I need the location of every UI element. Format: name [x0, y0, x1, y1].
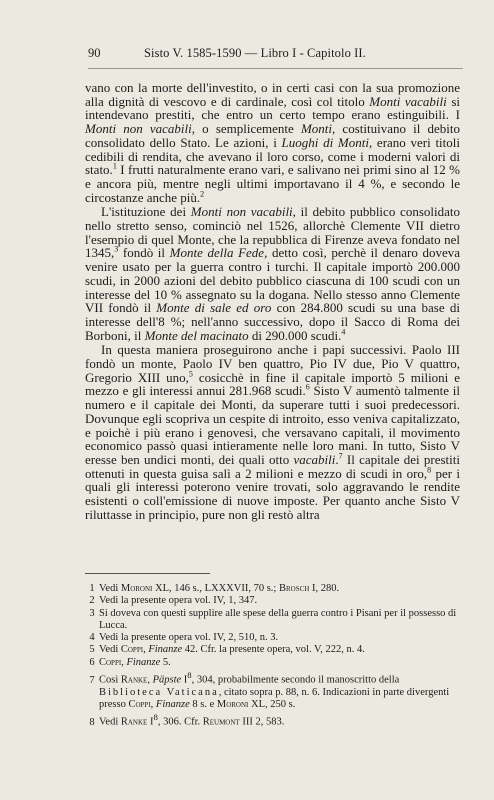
italic-term: Monti vacabili	[369, 93, 447, 109]
footnote-ref[interactable]: 8	[427, 465, 432, 475]
text-run: Il capitale dei prestiti ottenuti in questa guisa salì a 2 milioni e mezzo di scudi in oro,	[85, 451, 461, 481]
italic-term: Monte di sale ed oro	[156, 300, 272, 316]
author-name: Coppi	[120, 644, 144, 656]
text-run: Vedi	[99, 716, 121, 728]
text-run: I	[181, 674, 188, 686]
italic-title: Päpste	[152, 674, 182, 686]
page-header	[88, 46, 406, 62]
text-run: III 2, 583.	[239, 716, 285, 728]
footnote-ref[interactable]: 7	[338, 451, 343, 461]
text-run: ,	[147, 674, 153, 686]
author-name: Reumont	[202, 716, 240, 728]
italic-term: vacabili	[293, 451, 336, 467]
author-name: Brosch	[278, 583, 310, 594]
text-run: per i quali gli interessi poterono venire trovati, solo aggravando le rendite esistenti o coll'emissione di nuove imposte. Per quanto anche Sisto V riluttasse in principio, pure non gli restò altra	[85, 465, 460, 522]
text-run: fondò il	[118, 245, 170, 261]
footnote-2	[85, 595, 460, 607]
main-text	[85, 81, 460, 522]
italic-term: Monti non vacabili	[190, 204, 293, 220]
author-name: Moroni	[120, 583, 153, 594]
footnotes	[85, 583, 460, 729]
italic-title: Finanze	[148, 644, 183, 656]
text-run: , 304, probabilmente secondo il manoscritto della	[191, 674, 400, 686]
footnote-number: 6	[89, 656, 95, 668]
text-run: ,	[143, 644, 149, 656]
text-run: , citato sopra p. 88, n. 6. Indicazioni in parte divergenti presso	[99, 686, 450, 711]
text-run: I frutti naturalmente erano vari, e salivano nei primi sino al 12 % e ancora più, mentre negli ultimi importavano il 4 %, e secondo le circostanze anche più.	[85, 162, 460, 205]
italic-term: Monte della Fede	[169, 245, 265, 261]
edition-superscript: 8	[153, 712, 158, 723]
author-name: Coppi	[99, 656, 122, 668]
text-run: Si doveva con questi supplire alle spese della guerra contro i Pisani per il possesso di Lucca.	[99, 607, 457, 631]
text-run: vano con la morte dell'investito, o in certi casi con la sua promozione alla dignità di vescovo e di cardinale, così col titolo	[85, 80, 460, 109]
text-run: , o semplicemente	[191, 121, 301, 137]
footnote-ref[interactable]: 3	[114, 245, 119, 255]
footnote-number: 5	[89, 644, 95, 656]
text-run: , detto così, perchè il denaro doveva venire usato per la guerra contro i turchi. Il capitale importò 200.000 scudi, in 2000 azioni del debito pubblico ciascuna di 100 scudi con un interesse del 10 % assegnato su la dogana. Nello stesso anno Clemente VII fondò il	[85, 245, 460, 316]
footnote-6	[85, 657, 460, 669]
text-run: , costituivano il debito consolidato dello Stato. Le azioni, i	[85, 121, 461, 150]
text-run: Vedi la presente opera vol. IV, 1, 347.	[99, 595, 258, 607]
running-title: Sisto V. 1585-1590 — Libro I - Capitolo II.	[144, 46, 366, 60]
footnote-number: 7	[89, 674, 95, 686]
text-run: Vedi	[99, 583, 121, 594]
text-run: ,	[150, 699, 156, 711]
text-run: .	[335, 451, 339, 467]
author-name: Ranke	[120, 716, 148, 728]
italic-term: Monte del macinato	[144, 327, 249, 343]
text-run: XL, 146 s., LXXXVII, 70 s.;	[152, 583, 279, 594]
footnote-number: 4	[89, 632, 95, 644]
text-run: I	[147, 716, 154, 728]
footnote-ref[interactable]: 2	[200, 189, 205, 199]
text-run: di 290.000 scudi.	[248, 327, 342, 343]
paragraph-2	[85, 205, 460, 342]
text-run: Vedi	[99, 644, 121, 656]
footnote-ref[interactable]: 6	[305, 383, 310, 393]
paragraph-3	[85, 343, 460, 521]
text-run: XL, 250 s.	[248, 699, 296, 711]
footnote-8	[85, 711, 460, 729]
text-run: 5.	[160, 656, 171, 668]
footnote-rule	[85, 573, 210, 574]
footnote-number: 8	[89, 716, 95, 728]
text-run: , erano veri titoli cedibili di rendita, che avevano il loro corso, come i moderni valori di stato.	[85, 134, 460, 178]
italic-title: Finanze	[126, 656, 161, 668]
text-run: Sisto V aumentò talmente il numero e il capitale dei Monti, da superare tutti i suoi predecessori. Dovunque egli scopriva un cespite di introito, esso veniva capitalizzato, e poichè i più erano i genovesi, che versavano capitali, il movimento economico passò quasi intieramente nelle loro mani. In tutto, Sisto V eresse ben undici monti, dei quali otto	[85, 383, 460, 467]
footnote-number: 2	[89, 595, 95, 607]
text-run: con 284.800 scudi su una base di interesse dell'8 %; nell'anno successivo, dopo il Sacco di Roma dei Borboni, il	[85, 300, 460, 343]
text-run: 8 s. e	[189, 699, 217, 711]
author-name: Coppi	[128, 699, 151, 711]
footnote-5	[85, 644, 460, 656]
paragraph-1	[85, 81, 460, 204]
page-number: 90	[88, 46, 101, 60]
text-run: I, 280.	[309, 583, 340, 594]
text-run: ,	[121, 656, 127, 668]
text-run: 42. Cfr. la presente opera, vol. V, 222, n. 4.	[182, 644, 365, 656]
text-run: si intendevano prestiti, che entro un certo tempo erano estinguibili. I	[85, 93, 461, 123]
text-run: cosicchè in fine il capitale importò 5 milioni e mezzo e gli interessi annui 281.968 scudi.	[85, 369, 460, 399]
text-run: Vedi la presente opera vol. IV, 2, 510, n. 3.	[99, 632, 279, 644]
footnote-3	[85, 608, 460, 633]
footnote-number: 3	[89, 607, 95, 619]
footnote-7	[85, 669, 460, 711]
footnote-ref[interactable]: 4	[341, 327, 346, 337]
footnote-ref[interactable]: 5	[188, 369, 193, 379]
footnote-ref[interactable]: 1	[112, 161, 117, 171]
footnote-1	[85, 583, 460, 595]
text-run: Così	[99, 674, 121, 686]
italic-term: Luoghi di Monti	[281, 134, 369, 150]
author-name: Ranke	[120, 674, 148, 686]
edition-superscript: 8	[187, 670, 192, 681]
italic-term: Monti non vacabili	[85, 121, 192, 137]
text-run: , il debito pubblico consolidato nello stretto senso, cominciò nel 1526, allorchè Clemente VII dietro l'esempio di quel Monte, che la repubblica di Firenze aveva fondato nel 1345,	[85, 204, 460, 261]
spaced-library-name: Biblioteca Vaticana	[99, 686, 219, 698]
text-run: In questa maniera proseguirono anche i papi successivi. Paolo III fondò un monte, Paolo IV ben quattro, Pio IV due, Pio V quattro, Gregorio XIII uno,	[85, 342, 460, 385]
footnote-4	[85, 632, 460, 644]
footnote-number: 1	[89, 583, 95, 594]
text-run: L'istituzione dei	[101, 204, 191, 220]
italic-title: Finanze	[155, 699, 190, 711]
text-run: , 306. Cfr.	[157, 716, 203, 728]
author-name: Moroni	[216, 699, 249, 711]
header-rule	[88, 68, 463, 69]
italic-term: Monti	[300, 121, 333, 137]
